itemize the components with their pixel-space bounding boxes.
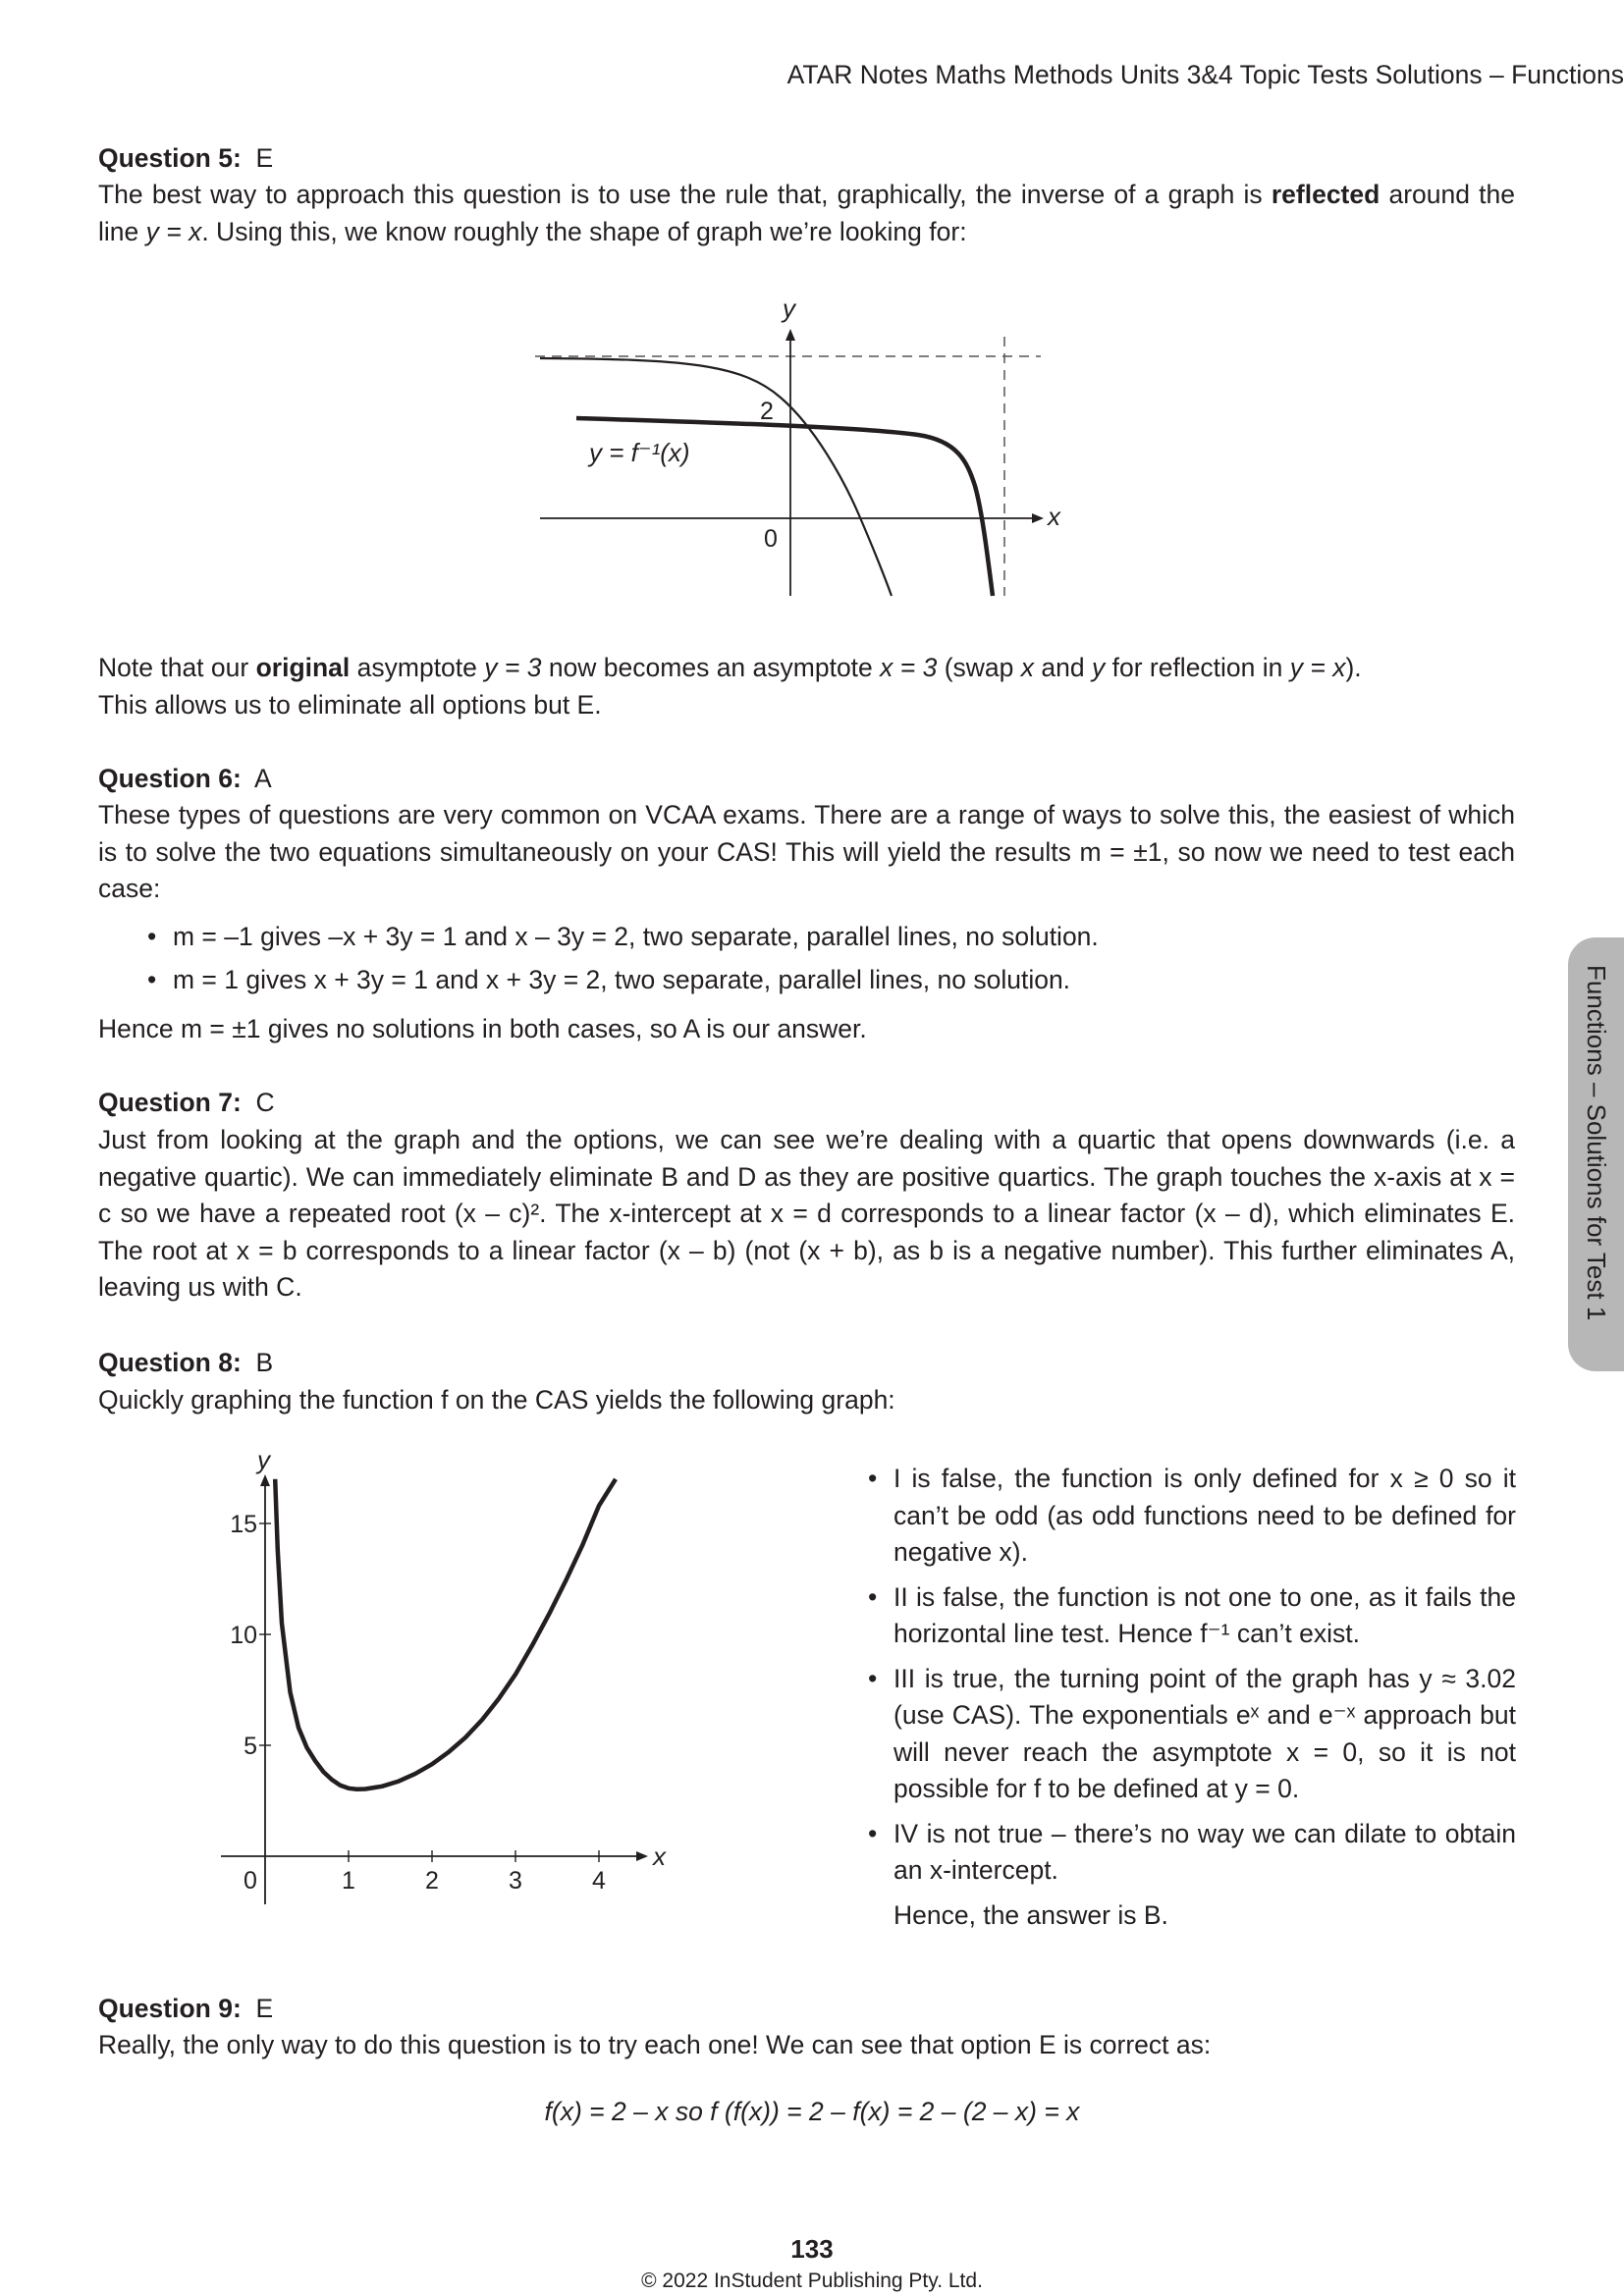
x-tick-label: 4 bbox=[592, 1867, 606, 1895]
x-axis-label: x bbox=[653, 1842, 666, 1871]
x-axis-arrow bbox=[1032, 513, 1044, 523]
q9-paragraph: Really, the only way to do this question is to try each one! We can see that option E is correct as: bbox=[98, 2030, 1212, 2059]
q5-note-c: now becomes an asymptote bbox=[541, 653, 881, 682]
q5-text-b: around the line bbox=[98, 180, 1515, 246]
y-tick-label: 5 bbox=[244, 1733, 257, 1760]
q8-conclusion: Hence, the answer is B. bbox=[893, 1900, 1168, 1930]
x-tick-label: 2 bbox=[425, 1867, 439, 1895]
q6-paragraph: These types of questions are very common on VCAA exams. There are a range of ways to solve this, the easiest of which is to solve the two equations simultaneously on your CAS! This will yield the results m = ±1, so now we need to test each case: bbox=[98, 800, 1515, 903]
q8-answer: B bbox=[255, 1348, 274, 1377]
copyright: © 2022 InStudent Publishing Pty. Ltd. bbox=[641, 2269, 983, 2292]
q8-intro: Quickly graphing the function f on the CAS yields the following graph: bbox=[98, 1385, 895, 1415]
q5-note-x: x bbox=[1020, 653, 1035, 682]
q8-heading bbox=[98, 1345, 273, 1382]
q5-x-label: x bbox=[1048, 502, 1060, 531]
q5-note-f: for reflection in bbox=[1105, 653, 1290, 682]
q5-note-2: This allows us to eliminate all options but E. bbox=[98, 690, 602, 720]
q5-note-y3: y = 3 bbox=[484, 653, 542, 682]
q9-answer: E bbox=[255, 1994, 274, 2023]
y-axis-arrow bbox=[260, 1474, 270, 1486]
q5-text-c: . Using this, we know roughly the shape of graph we’re looking for: bbox=[201, 216, 967, 246]
q5-note-g: ). bbox=[1345, 653, 1362, 682]
q9-equation: f(x) = 2 – x so f (f(x)) = 2 – f(x) = 2 – (2 – x) = x bbox=[544, 2097, 1080, 2126]
q5-note-b: asymptote bbox=[350, 653, 485, 682]
q7-label: Question 7: bbox=[98, 1088, 242, 1117]
q5-label-0: 0 bbox=[764, 525, 778, 553]
x-tick-label: 3 bbox=[509, 1867, 522, 1895]
original-curve bbox=[540, 358, 892, 596]
y-axis-arrow bbox=[785, 329, 795, 341]
q6-label: Question 6: bbox=[98, 764, 242, 793]
page-number: 133 bbox=[790, 2234, 834, 2264]
q5-curve-label: y = f⁻¹(x) bbox=[589, 438, 690, 467]
q5-y-label: y bbox=[783, 294, 795, 323]
q5-inverse-graph bbox=[535, 290, 1085, 604]
section-side-tab bbox=[1568, 937, 1624, 1371]
x-tick-label: 0 bbox=[244, 1867, 257, 1895]
q5-paragraph bbox=[98, 177, 1515, 250]
q6-heading bbox=[98, 761, 272, 798]
q5-note-x3: x = 3 bbox=[880, 653, 938, 682]
q7-answer: C bbox=[255, 1088, 275, 1117]
q5-note-y: y bbox=[1091, 653, 1106, 682]
q9-label: Question 9: bbox=[98, 1994, 242, 2023]
q8-bullet: • II is false, the function is not one to one, as it fails the horizontal line test. Hence f⁻¹ can’t exist. bbox=[868, 1579, 1516, 1653]
q5-label-2: 2 bbox=[760, 398, 774, 425]
y-tick-label: 10 bbox=[230, 1622, 257, 1649]
running-header: ATAR Notes Maths Methods Units 3&4 Topic Tests Solutions – Functions bbox=[786, 60, 1624, 89]
q5-line-eq: y = x bbox=[145, 216, 202, 246]
q6-conclusion: Hence m = ±1 gives no solutions in both cases, so A is our answer. bbox=[98, 1014, 867, 1043]
series-line bbox=[275, 1479, 616, 1789]
q5-answer: E bbox=[255, 143, 274, 173]
q5-note-a: Note that our bbox=[98, 653, 256, 682]
y-tick-label: 15 bbox=[230, 1511, 257, 1538]
q5-note-bold: original bbox=[255, 653, 351, 682]
q5-text-bold: reflected bbox=[1271, 180, 1380, 209]
q7-heading bbox=[98, 1085, 275, 1122]
q5-label: Question 5: bbox=[98, 143, 242, 173]
q6-bullet: • m = 1 gives x + 3y = 1 and x + 3y = 2, two separate, parallel lines, no solution. bbox=[147, 962, 1512, 1005]
q8-bullet: • IV is not true – there’s no way we can dilate to obtain an x-intercept. bbox=[868, 1816, 1516, 1890]
q7-paragraph: Just from looking at the graph and the options, we can see we’re dealing with a quartic that opens downwards (i.e. a negative quartic). We can immediately eliminate B and D as they are positive quartics. The graph touches the x-axis at x = c so we have a repeated root (x – c)². The x-intercept at x = d corresponds to a linear factor (x – d), which eliminates E. The root at x = b corresponds to a linear factor (x – b) (not (x + b), as b is a negative number). This further eliminates A, leaving us with C. bbox=[98, 1125, 1515, 1302]
q5-heading bbox=[98, 140, 273, 178]
q9-heading bbox=[98, 1991, 273, 2028]
q8-label: Question 8: bbox=[98, 1348, 242, 1377]
q8-bullet: • III is true, the turning point of the graph has y ≈ 3.02 (use CAS). The exponentials eˣ and e⁻ˣ approach but will never reach the asymptote x = 0, so it is not possible for f to be defined at y = 0. bbox=[868, 1661, 1516, 1808]
q6-bullet: • m = –1 gives –x + 3y = 1 and x – 3y = 2, two separate, parallel lines, no solution. bbox=[147, 919, 1512, 962]
x-axis-arrow bbox=[636, 1851, 648, 1861]
q8-function-chart bbox=[196, 1443, 707, 1914]
x-tick-label: 1 bbox=[342, 1867, 355, 1895]
q5-text-a: The best way to approach this question is to use the rule that, graphically, the inverse of a graph is bbox=[98, 180, 1272, 209]
side-tab-label: Functions – Solutions for Test 1 bbox=[1582, 965, 1611, 1321]
y-axis-label: y bbox=[257, 1445, 270, 1474]
q5-note-d: (swap bbox=[937, 653, 1021, 682]
q5-note bbox=[98, 650, 1515, 687]
q8-bullet: • I is false, the function is only defined for x ≥ 0 so it can’t be odd (as odd functions need to be defined for negative x). bbox=[868, 1461, 1516, 1572]
q8-bullet-list bbox=[868, 1461, 1516, 1897]
q5-note-line-eq: y = x bbox=[1289, 653, 1346, 682]
q6-bullet-list bbox=[147, 919, 1512, 1005]
q6-answer: A bbox=[254, 764, 272, 793]
q5-note-e: and bbox=[1034, 653, 1092, 682]
